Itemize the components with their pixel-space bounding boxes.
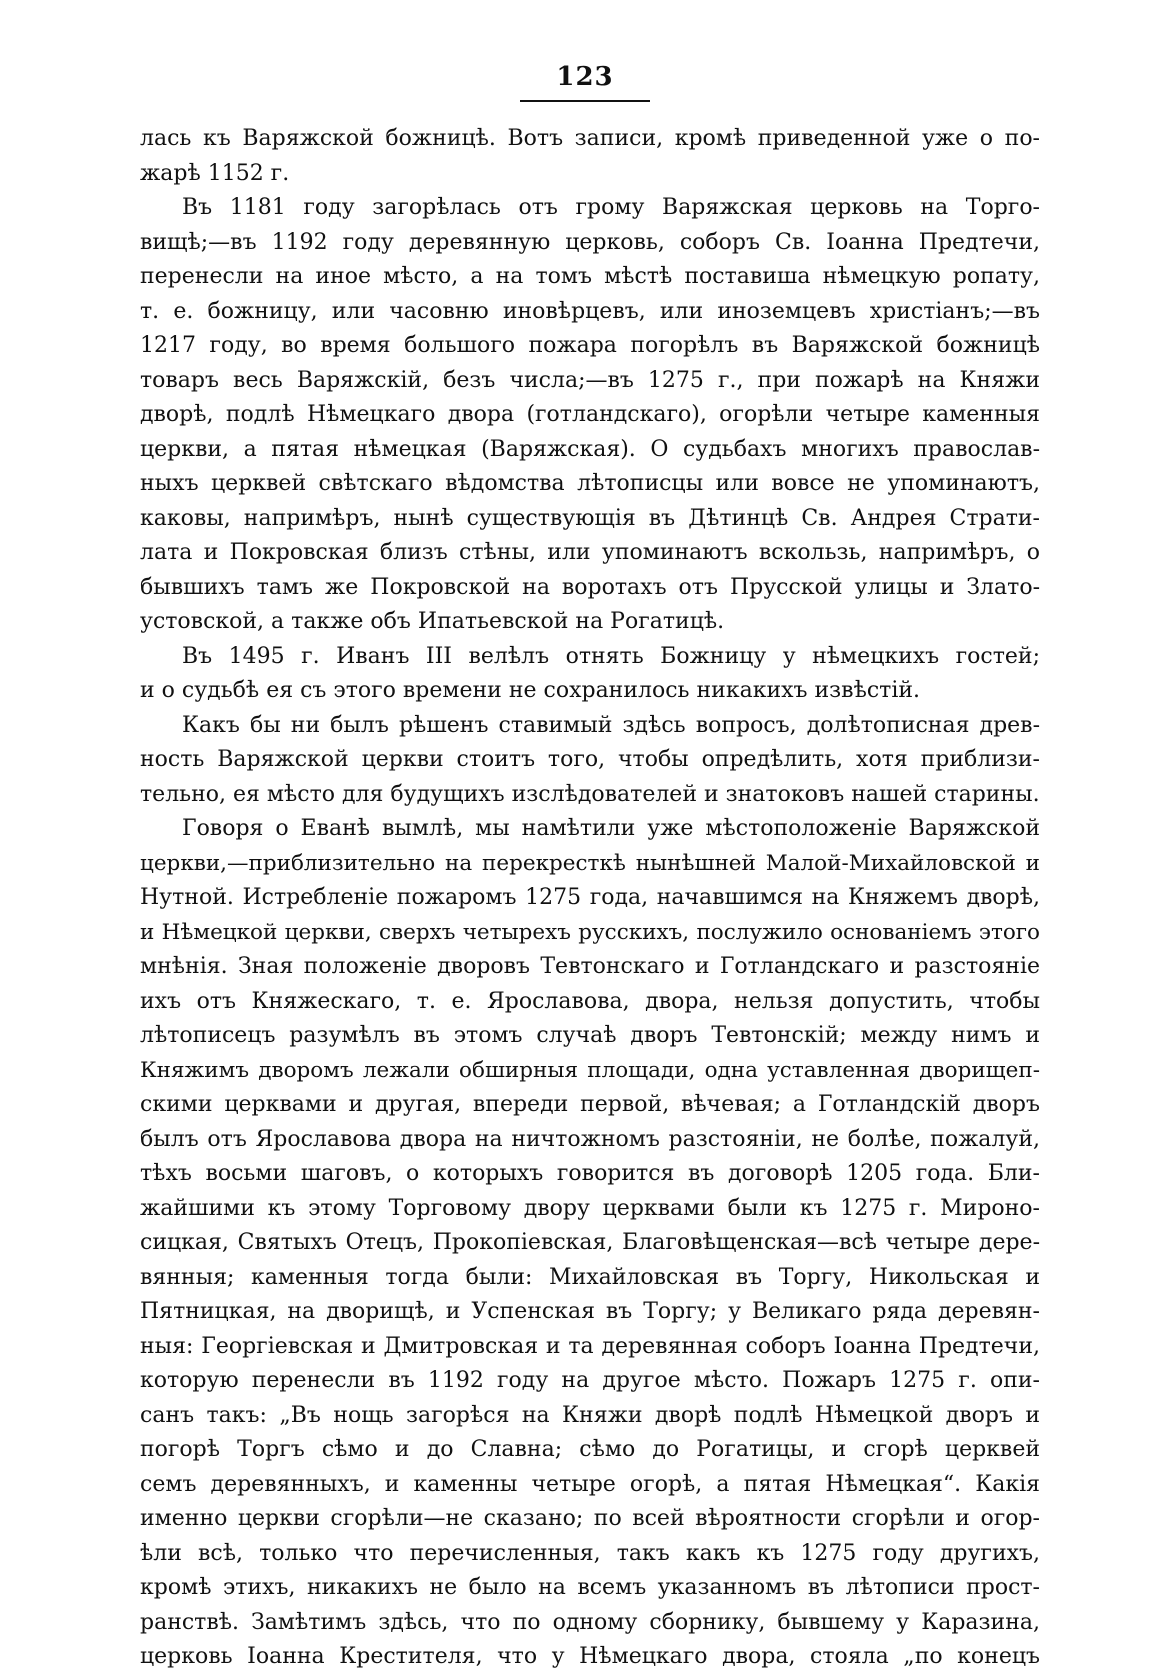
- body-text: [140, 122, 1040, 1675]
- text-line: каковы, напримѣръ, нынѣ существующія въ Дѣтинцѣ Св. Андрея Страти-: [140, 505, 1040, 531]
- text-line: ныхъ церквей свѣтскаго вѣдомства лѣтописцы или вовсе не упоминаютъ,: [140, 471, 1040, 496]
- text-line: именно церкви сгорѣли—не сказано; по всей вѣроятности сгорѣли и огор-: [140, 1506, 1040, 1531]
- text-line: церковь Іоанна Крестителя, что у Нѣмецкаго двора, стояла „по конецъ: [140, 1644, 1040, 1669]
- text-line: ѣли всѣ, только что перечисленныя, такъ какъ къ 1275 году другихъ,: [140, 1540, 1040, 1566]
- text-line: Говоря о Еванѣ вымлѣ, мы намѣтили уже мѣстоположеніе Варяжской: [182, 816, 1040, 841]
- text-line: жайшими къ этому Торговому двору церквами были къ 1275 г. Мироно-: [140, 1195, 1040, 1221]
- text-line: 1217 году, во время большого пожара погорѣлъ въ Варяжской божницѣ: [140, 333, 1040, 358]
- text-line: кромѣ этихъ, никакихъ не было на всемъ указанномъ въ лѣтописи прост-: [140, 1575, 1040, 1600]
- text-line: Княжимъ дворомъ лежали обширныя площади, одна уставленная дворищеп-: [140, 1057, 1040, 1083]
- page-number-rule: [520, 100, 650, 102]
- text-line: перенесли на иное мѣсто, а на томъ мѣстѣ поставиша нѣмецкую ропату,: [140, 264, 1040, 289]
- text-line: жарѣ 1152 г.: [140, 160, 290, 186]
- text-line: погорѣ Торгъ сѣмо и до Славна; сѣмо до Рогатицы, и сгорѣ церквей: [140, 1437, 1040, 1462]
- text-line: и о судьбѣ ея съ этого времени не сохранилось никакихъ извѣстій.: [140, 678, 921, 703]
- text-line: бывшихъ тамъ же Покровской на воротахъ отъ Прусской улицы и Злато-: [140, 574, 1040, 600]
- text-line: которую перенесли въ 1192 году на другое мѣсто. Пожаръ 1275 г. опи-: [140, 1368, 1040, 1393]
- text-line: Какъ бы ни былъ рѣшенъ ставимый здѣсь вопросъ, долѣтописная древ-: [182, 712, 1040, 738]
- text-line: церкви, а пятая нѣмецкая (Варяжская). О судьбахъ многихъ православ-: [140, 436, 1040, 462]
- text-line: вищѣ;—въ 1192 году деревянную церковь, соборъ Св. Іоанна Предтечи,: [140, 229, 1040, 255]
- text-line: Нутной. Истребленіе пожаромъ 1275 года, начавшимся на Княжемъ дворѣ,: [140, 885, 1040, 910]
- text-line: лѣтописецъ разумѣлъ въ этомъ случаѣ дворъ Тевтонскій; между нимъ и: [140, 1023, 1040, 1048]
- text-line: тельно, ея мѣсто для будущихъ изслѣдователей и знатоковъ нашей старины.: [140, 781, 1040, 807]
- text-line: ранствѣ. Замѣтимъ здѣсь, что по одному сборнику, бывшему у Каразина,: [140, 1609, 1040, 1635]
- text-line: скими церквами и другая, впереди первой, вѣчевая; а Готландскій дворъ: [140, 1092, 1040, 1117]
- text-line: Въ 1181 году загорѣлась отъ грому Варяжская церковь на Торго-: [182, 195, 1040, 220]
- text-line: устовской, а также объ Ипатьевской на Рогатицѣ.: [140, 609, 725, 634]
- text-line: вянныя; каменныя тогда были: Михайловская въ Торгу, Никольская и: [140, 1264, 1040, 1290]
- text-line: т. е. божницу, или часовню иновѣрцевъ, или иноземцевъ христіанъ;—въ: [140, 298, 1040, 324]
- text-line: тѣхъ восьми шаговъ, о которыхъ говорится въ договорѣ 1205 года. Бли-: [140, 1161, 1040, 1186]
- text-line: былъ отъ Ярославова двора на ничтожномъ разстояніи, не болѣе, пожалуй,: [140, 1126, 1040, 1152]
- text-line: и Нѣмецкой церкви, сверхъ четырехъ русскихъ, послужило основаніемъ этого: [140, 919, 1040, 945]
- page-number: 123: [556, 62, 614, 92]
- text-line: Въ 1495 г. Иванъ III велѣлъ отнять Божницу у нѣмецкихъ гостей;: [182, 643, 1040, 669]
- text-line: товаръ весь Варяжскій, безъ числа;—въ 1275 г., при пожарѣ на Княжи: [140, 367, 1040, 393]
- text-line: Пятницкая, на дворищѣ, и Успенская въ Торгу; у Великаго ряда деревян-: [140, 1299, 1040, 1324]
- text-line: ность Варяжской церкви стоитъ того, чтобы опредѣлить, хотя приблизи-: [140, 747, 1040, 772]
- text-line: церкви,—приблизительно на перекресткѣ нынѣшней Малой-Михайловской и: [140, 850, 1040, 876]
- text-line: мнѣнія. Зная положеніе дворовъ Тевтонскаго и Готландскаго и разстояніе: [140, 954, 1040, 979]
- text-line: лась къ Варяжской божницѣ. Вотъ записи, кромѣ приведенной уже о по-: [140, 126, 1040, 151]
- text-line: сицкая, Святыхъ Отецъ, Прокопіевская, Благовѣщенская—всѣ четыре дере-: [140, 1230, 1040, 1255]
- text-line: лата и Покровская близъ стѣны, или упоминаютъ вскользь, напримѣръ, о: [140, 540, 1040, 565]
- text-line: дворѣ, подлѣ Нѣмецкаго двора (готландскаго), огорѣли четыре каменныя: [140, 402, 1040, 427]
- text-line: санъ такъ: „Въ нощь загорѣся на Княжи дворѣ подлѣ Нѣмецкой дворъ и: [140, 1402, 1040, 1428]
- text-line: ихъ отъ Княжескаго, т. е. Ярославова, двора, нельзя допустить, чтобы: [140, 988, 1040, 1014]
- text-line: семъ деревянныхъ, и каменны четыре огорѣ, а пятая Нѣмецкая“. Какія: [140, 1471, 1040, 1497]
- text-line: ныя: Георгіевская и Дмитровская и та деревянная соборъ Іоанна Предтечи,: [140, 1333, 1040, 1359]
